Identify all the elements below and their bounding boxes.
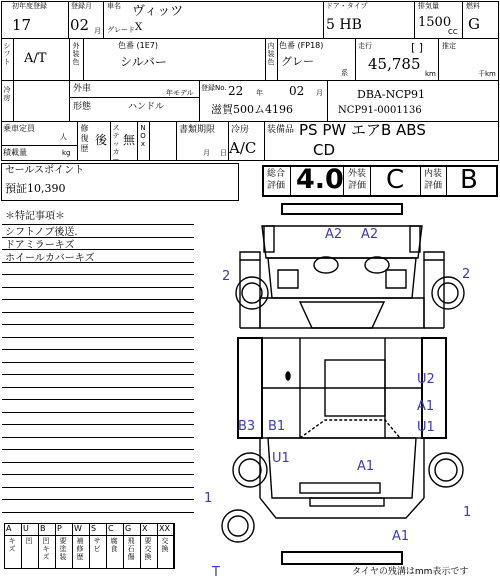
shift: A/T (24, 51, 47, 66)
nox-label: NOx (140, 124, 146, 148)
month-unit-2: 月 (316, 89, 323, 97)
damage-mark-a1-bottom: A1 (392, 529, 410, 544)
note-rule-line (2, 474, 194, 475)
interior-color: グレー (281, 55, 314, 68)
divider (69, 81, 70, 122)
overall-grade: 4.0 (296, 164, 344, 195)
note-rule-line (2, 299, 194, 300)
equipment-line-1: PS PW エアB ABS (299, 121, 426, 139)
exterior-grade: C (386, 165, 405, 195)
month-unit: 月 (94, 27, 101, 35)
equipment-line-2: CD (313, 141, 336, 159)
legend-code: G (125, 524, 132, 533)
reg-year: 22 (228, 84, 244, 98)
divider (149, 122, 150, 161)
cool-label: 冷房 (231, 125, 250, 135)
legend-code: W (74, 524, 82, 533)
year-model-label: 年モデル (166, 89, 194, 97)
divider (13, 39, 14, 81)
chassis-number: NCP91-0001136 (338, 105, 422, 116)
repair-value: 後 (95, 133, 108, 147)
interior-suffix: 系 (341, 69, 348, 77)
displacement: 1500 (418, 15, 452, 30)
legend-meaning: 要塗装 (59, 537, 67, 561)
exterior-label: 外装色 (72, 42, 80, 66)
damage-mark-b3: B3 (238, 419, 256, 434)
divider (83, 39, 84, 81)
divider (77, 122, 78, 161)
legend-meaning: 飛石傷 (127, 537, 135, 561)
displacement-label: 排気量 (418, 2, 439, 10)
legend-code: U (23, 524, 29, 533)
record-label: 書類期限 (179, 125, 216, 135)
sales-point-value: 預証10,390 (5, 182, 66, 195)
damage-mark-2-right: 2 (462, 267, 471, 282)
shift-label: シフト (3, 42, 11, 66)
divider (265, 39, 266, 81)
sticker-value: 無 (123, 133, 136, 147)
registration-label: 登録No. (201, 84, 227, 92)
car-name-label: 車名 (107, 2, 121, 10)
reg-month-2: 02 (289, 84, 305, 98)
interior-label: 内装色 (267, 42, 275, 66)
door-type: 5 HB (326, 17, 362, 33)
color-code-label: 色番 (1E7) (118, 41, 159, 50)
capacity-label: 乗車定員 (3, 124, 35, 133)
overall-grade-label: 総合評価 (266, 169, 285, 191)
divider (290, 165, 291, 197)
legend-meaning: キズ (8, 537, 16, 553)
sticker-label: ステッカー (112, 124, 120, 164)
note-rule-line (2, 499, 194, 500)
handle-label: ハンドル (128, 102, 165, 112)
divider (327, 81, 328, 122)
legend-code: A (6, 524, 12, 533)
sales-point-label: セールスポイント (5, 165, 85, 176)
door-type-label: ドア・タイプ (326, 2, 368, 10)
mileage: 45,785 (368, 55, 421, 73)
interior-grade: B (460, 165, 478, 195)
reg-month-label: 登録月 (71, 2, 92, 10)
divider (446, 165, 447, 197)
damage-mark-t: T (212, 565, 220, 580)
damage-mark-a1-right: A1 (417, 399, 435, 414)
first-reg-label: 初年度登録 (12, 2, 47, 10)
interior-grade-label: 内装評価 (423, 169, 442, 191)
cc-unit: CC (448, 28, 458, 36)
damage-mark-a2-left: A2 (325, 227, 343, 242)
note-rule-line (2, 224, 194, 225)
legend-divider (4, 535, 174, 536)
import-label: 外車 (73, 84, 92, 94)
damage-mark-a2-right: A2 (361, 227, 379, 242)
grade-label: グレード (107, 26, 135, 34)
damage-mark-u2: U2 (417, 372, 435, 387)
grade: X (135, 22, 143, 33)
legend-meaning: 腐食 (110, 537, 118, 553)
note-rule-line (2, 487, 194, 488)
damage-mark-2-left: 2 (222, 269, 231, 284)
note-line-1: シフトノブ後送. (5, 227, 78, 238)
divider (277, 39, 278, 81)
divider (13, 81, 14, 122)
note-rule-line (2, 449, 194, 450)
kg-unit: kg (62, 149, 71, 157)
cool-value: A/C (229, 139, 257, 157)
person-unit: 人 (60, 133, 67, 141)
divider (264, 122, 265, 161)
car-name: ヴィッツ (132, 4, 184, 19)
day-unit: 日 (220, 149, 227, 157)
note-rule-line (2, 462, 194, 463)
note-line-2: ドアミラーキズ (5, 240, 75, 251)
form-label: 形態 (73, 102, 92, 112)
load-label: 積載量 (3, 148, 27, 157)
legend-meaning: 凹 (25, 537, 33, 545)
damage-mark-1-right: 1 (463, 505, 472, 520)
divider (438, 39, 439, 81)
note-rule-line (2, 437, 194, 438)
fuel-label: 燃料 (466, 2, 480, 10)
divider (343, 165, 344, 197)
divider (69, 39, 70, 81)
car-diagram (200, 198, 500, 578)
footer-note: タイヤの残溝はmm表示です (352, 567, 469, 577)
legend-meaning: 要交換 (144, 537, 152, 561)
interior-color-code-label: 色番 (FP18) (279, 41, 324, 50)
damage-mark-b1: B1 (268, 419, 286, 434)
note-rule-line (2, 374, 194, 375)
note-rule-line (2, 349, 194, 350)
km-unit: km (425, 70, 436, 78)
damage-mark-u1-left: U1 (272, 451, 290, 466)
note-rule-line (2, 312, 194, 313)
divider (110, 122, 111, 161)
note-rule-line (2, 387, 194, 388)
divider (137, 122, 138, 161)
repair-label: 修復歴 (80, 124, 89, 153)
legend-code: B (40, 524, 46, 533)
note-line-3: ホイールカバーキズ (5, 253, 95, 264)
damage-mark-u1-right: U1 (417, 420, 435, 435)
exterior-grade-label: 外装評価 (347, 169, 366, 191)
record-month-unit: 月 (203, 149, 210, 157)
legend-code: S (91, 524, 97, 533)
note-rule-line (2, 512, 194, 513)
note-rule-line (2, 424, 194, 425)
divider (1, 145, 77, 146)
thousand-km-unit: 千km (478, 70, 496, 78)
equipment-label: 装備品 (267, 125, 295, 135)
legend-meaning: 交換 (161, 537, 169, 553)
divider (176, 122, 177, 161)
divider (420, 165, 421, 197)
mileage-bracket: [ ] (411, 41, 424, 54)
reg-month: 02 (70, 16, 90, 34)
legend-meaning: 凹キズ (42, 537, 50, 561)
note-rule-line (2, 274, 194, 275)
legend-code: X (142, 524, 148, 533)
divider (199, 81, 200, 122)
note-rule-line (2, 399, 194, 400)
estimate-label: 推定 (442, 42, 456, 50)
legend-meaning: 補修歴 (76, 537, 84, 561)
note-rule-line (2, 412, 194, 413)
ac-label: 冷房 (3, 86, 11, 102)
fuel: G (468, 15, 480, 33)
note-rule-line (2, 362, 194, 363)
first-reg-year: 17 (12, 16, 32, 34)
model-code: DBA-NCP91 (357, 88, 426, 101)
legend-code: XX (159, 524, 170, 533)
divider (355, 39, 356, 81)
divider (69, 97, 199, 98)
plate-number: 滋賀500ム4196 (211, 103, 293, 116)
legend-meaning: サビ (93, 537, 101, 553)
note-rule-line (2, 287, 194, 288)
year-unit: 年 (256, 89, 263, 97)
legend-code: C (108, 524, 114, 533)
note-rule-line (2, 337, 194, 338)
exterior-color: シルバー (120, 55, 167, 69)
damage-mark-a1-center: A1 (357, 459, 375, 474)
damage-mark-1-left: 1 (204, 491, 213, 506)
legend-code: P (57, 524, 62, 533)
note-rule-line (2, 324, 194, 325)
notes-title: ＊特記事項＊ (5, 211, 65, 222)
divider (370, 165, 371, 197)
mileage-label: 走行 (358, 42, 372, 50)
